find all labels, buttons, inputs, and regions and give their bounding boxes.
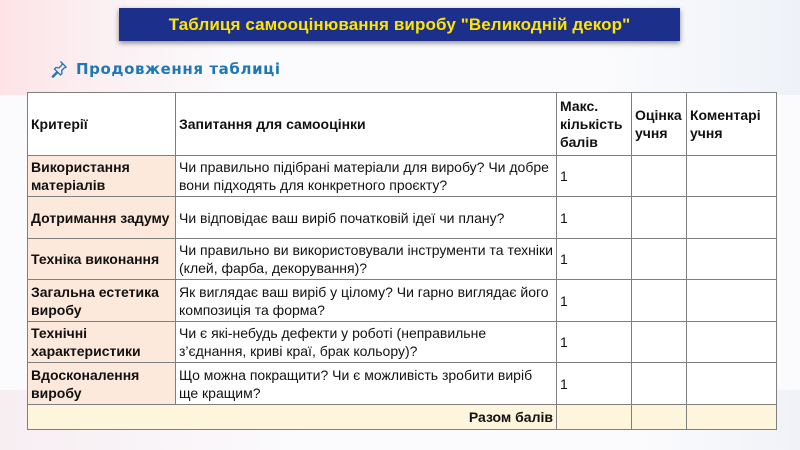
student-score-cell[interactable]: [632, 322, 687, 363]
student-score-cell[interactable]: [632, 280, 687, 322]
max-points-cell: 1: [557, 363, 632, 405]
question-cell: Чи є які-небудь дефекти у роботі (неправильне з’єднання, криві краї, брак кольору)?: [176, 322, 557, 363]
criterion-cell: Загальна естетика виробу: [28, 280, 176, 322]
pushpin-icon: [50, 60, 68, 78]
student-score-cell[interactable]: [632, 239, 687, 280]
max-points-cell: 1: [557, 280, 632, 322]
question-cell: Чи правильно ви використовували інструменти та техніки (клей, фарба, декорування)?: [176, 239, 557, 280]
question-cell: Як виглядає ваш виріб у цілому? Чи гарно виглядає його композиція та форма?: [176, 280, 557, 322]
table-row: [28, 363, 777, 405]
table-header-row: [28, 93, 777, 156]
page-title: Таблиця самооцінювання виробу "Великодній декор": [168, 14, 631, 34]
comments-cell[interactable]: [687, 156, 777, 197]
criterion-cell: Дотримання задуму: [28, 197, 176, 239]
question-cell: Чи правильно підібрані матеріали для виробу? Чи добре вони підходять для конкретного проєкту?: [176, 156, 557, 197]
table-row: [28, 239, 777, 280]
header-question: Запитання для самооцінки: [176, 93, 557, 156]
question-cell: Що можна покращити? Чи є можливість зробити виріб ще кращим?: [176, 363, 557, 405]
header-criteria: Критерії: [28, 93, 176, 156]
total-label: Разом балів: [28, 405, 557, 430]
comments-cell[interactable]: [687, 322, 777, 363]
total-max-cell: [557, 405, 632, 430]
comments-cell[interactable]: [687, 239, 777, 280]
total-row: [28, 405, 777, 430]
title-banner: [119, 8, 680, 41]
self-assessment-table: [27, 92, 777, 430]
criterion-cell: Техніка виконання: [28, 239, 176, 280]
table-row: [28, 322, 777, 363]
criterion-cell: Вдосконалення виробу: [28, 363, 176, 405]
table-row: [28, 197, 777, 239]
total-comments-cell[interactable]: [687, 405, 777, 430]
max-points-cell: 1: [557, 156, 632, 197]
subtitle-text: Продовження таблиці: [76, 60, 281, 78]
max-points-cell: 1: [557, 322, 632, 363]
student-score-cell[interactable]: [632, 363, 687, 405]
max-points-cell: 1: [557, 197, 632, 239]
comments-cell[interactable]: [687, 363, 777, 405]
student-score-cell[interactable]: [632, 197, 687, 239]
max-points-cell: 1: [557, 239, 632, 280]
subtitle: [50, 60, 281, 78]
header-comments: Коментарі учня: [687, 93, 777, 156]
comments-cell[interactable]: [687, 280, 777, 322]
question-cell: Чи відповідає ваш виріб початковій ідеї чи плану?: [176, 197, 557, 239]
table-row: [28, 280, 777, 322]
criterion-cell: Використання матеріалів: [28, 156, 176, 197]
header-student-score: Оцінка учня: [632, 93, 687, 156]
total-score-cell[interactable]: [632, 405, 687, 430]
table-row: [28, 156, 777, 197]
comments-cell[interactable]: [687, 197, 777, 239]
criterion-cell: Технічні характеристики: [28, 322, 176, 363]
header-max-points: Макс. кількість балів: [557, 93, 632, 156]
student-score-cell[interactable]: [632, 156, 687, 197]
